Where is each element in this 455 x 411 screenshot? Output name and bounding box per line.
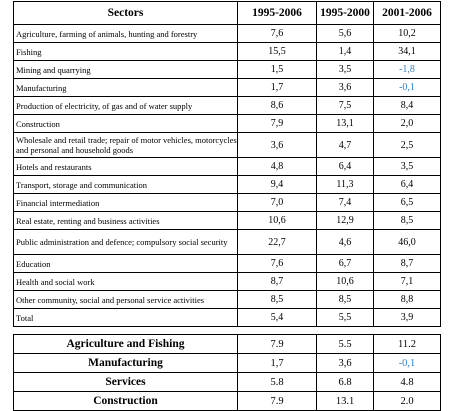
table-row [14, 97, 441, 115]
summary-sector-name: Services [14, 373, 238, 392]
value-cell: 5,5 [317, 309, 374, 327]
value-cell: 4,8 [238, 158, 317, 176]
value-cell: 2,0 [374, 115, 441, 133]
table-row [14, 291, 441, 309]
value-cell: 1,7 [238, 79, 317, 97]
value-cell: 11.2 [374, 335, 441, 354]
summary-sector-name: Agriculture and Fishing [14, 335, 238, 354]
table-row [14, 115, 441, 133]
value-cell: 8,7 [374, 255, 441, 273]
value-cell: 4.8 [374, 373, 441, 392]
value-cell: 4,6 [317, 230, 374, 255]
sector-name: Hotels and restaurants [14, 158, 238, 176]
value-cell: 6,4 [374, 176, 441, 194]
value-cell: 3,9 [374, 309, 441, 327]
summary-sector-name: Manufacturing [14, 354, 238, 373]
sector-name: Wholesale and retail trade; repair of motor vehicles, motorcycles and personal and household goods [14, 133, 238, 158]
value-cell: 7,6 [238, 25, 317, 43]
table-row [14, 133, 441, 158]
sector-name: Other community, social and personal service activities [14, 291, 238, 309]
header-period-2001-2006: 2001-2006 [374, 2, 441, 25]
table-row [14, 194, 441, 212]
value-cell: 5.5 [317, 335, 374, 354]
value-cell: 5,4 [238, 309, 317, 327]
summary-table [13, 334, 441, 411]
value-cell: 8,4 [374, 97, 441, 115]
value-cell: 4,7 [317, 133, 374, 158]
value-cell: 5,6 [317, 25, 374, 43]
sector-growth-table [13, 1, 441, 327]
value-cell: 10,2 [374, 25, 441, 43]
value-cell: 7,5 [317, 97, 374, 115]
header-period-1995-2006: 1995-2006 [238, 2, 317, 25]
table-row [14, 79, 441, 97]
value-cell: 7,9 [238, 115, 317, 133]
value-cell: 6.8 [317, 373, 374, 392]
value-cell: 7,0 [238, 194, 317, 212]
sector-name: Financial intermediation [14, 194, 238, 212]
table-row [14, 255, 441, 273]
value-cell: 9,4 [238, 176, 317, 194]
value-cell: 6,4 [317, 158, 374, 176]
summary-row [14, 392, 441, 411]
sector-name: Production of electricity, of gas and of water supply [14, 97, 238, 115]
value-cell: 11,3 [317, 176, 374, 194]
sector-name: Transport, storage and communication [14, 176, 238, 194]
value-cell: 2,5 [374, 133, 441, 158]
value-cell: 6,7 [317, 255, 374, 273]
sector-name: Health and social work [14, 273, 238, 291]
table-row [14, 176, 441, 194]
table-row [14, 212, 441, 230]
value-cell: 5.8 [238, 373, 317, 392]
negative-value-cell: -0,1 [374, 79, 441, 97]
value-cell: 3,6 [317, 354, 374, 373]
value-cell: 3,5 [317, 61, 374, 79]
value-cell: 1,4 [317, 43, 374, 61]
value-cell: 13,1 [317, 115, 374, 133]
value-cell: 13.1 [317, 392, 374, 411]
value-cell: 34,1 [374, 43, 441, 61]
total-row [14, 309, 441, 327]
sector-name: Agriculture, farming of animals, hunting and forestry [14, 25, 238, 43]
summary-row [14, 373, 441, 392]
table-row [14, 273, 441, 291]
value-cell: 15,5 [238, 43, 317, 61]
negative-value-cell: -0,1 [374, 354, 441, 373]
value-cell: 7,4 [317, 194, 374, 212]
header-row [14, 2, 441, 25]
table-row [14, 61, 441, 79]
header-sectors: Sectors [14, 2, 238, 25]
value-cell: 7,6 [238, 255, 317, 273]
value-cell: 1,5 [238, 61, 317, 79]
value-cell: 3,5 [374, 158, 441, 176]
value-cell: 8,5 [238, 291, 317, 309]
summary-row [14, 335, 441, 354]
sector-name: Total [14, 309, 238, 327]
value-cell: 8,5 [317, 291, 374, 309]
value-cell: 7,1 [374, 273, 441, 291]
sector-name: Manufacturing [14, 79, 238, 97]
value-cell: 12,9 [317, 212, 374, 230]
sector-name: Fishing [14, 43, 238, 61]
sector-name: Real estate, renting and business activities [14, 212, 238, 230]
sector-name: Construction [14, 115, 238, 133]
value-cell: 8,5 [374, 212, 441, 230]
table-row [14, 43, 441, 61]
value-cell: 46,0 [374, 230, 441, 255]
value-cell: 10,6 [238, 212, 317, 230]
value-cell: 3,6 [317, 79, 374, 97]
value-cell: 1,7 [238, 354, 317, 373]
sector-name: Mining and quarrying [14, 61, 238, 79]
summary-sector-name: Construction [14, 392, 238, 411]
value-cell: 8,7 [238, 273, 317, 291]
negative-value-cell: -1,8 [374, 61, 441, 79]
sector-name: Public administration and defence; compulsory social security [14, 230, 238, 255]
value-cell: 10,6 [317, 273, 374, 291]
value-cell: 8,6 [238, 97, 317, 115]
table-row [14, 230, 441, 255]
value-cell: 7.9 [238, 392, 317, 411]
header-period-1995-2000: 1995-2000 [317, 2, 374, 25]
value-cell: 3,6 [238, 133, 317, 158]
value-cell: 8,8 [374, 291, 441, 309]
summary-row [14, 354, 441, 373]
value-cell: 6,5 [374, 194, 441, 212]
table-row [14, 158, 441, 176]
value-cell: 22,7 [238, 230, 317, 255]
value-cell: 7.9 [238, 335, 317, 354]
table-row [14, 25, 441, 43]
sector-name: Education [14, 255, 238, 273]
value-cell: 2.0 [374, 392, 441, 411]
